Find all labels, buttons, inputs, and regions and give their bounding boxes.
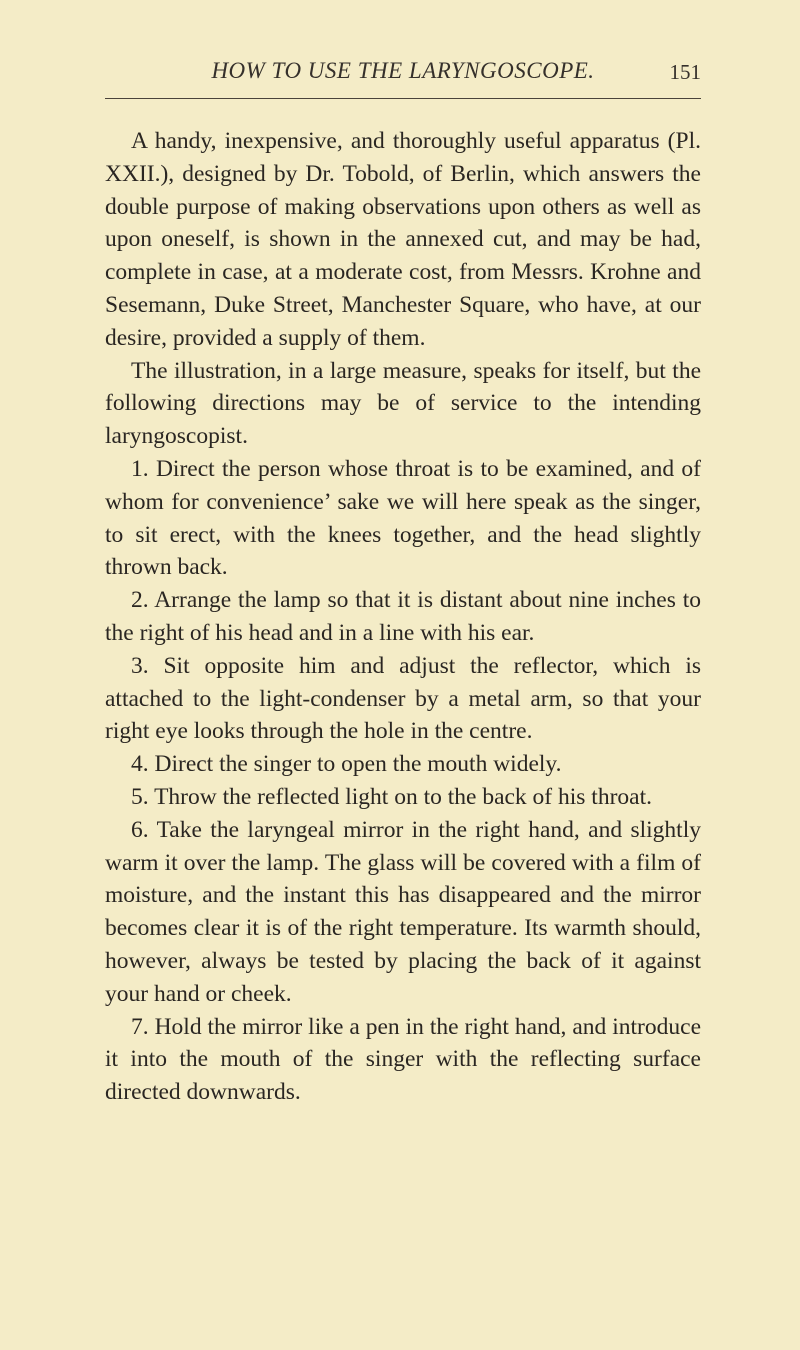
paragraph-step-1: 1. Direct the person whose throat is to be examined, and of whom for convenience’ sake we will here speak as the singer, to sit erect, with the knees together, and the head slightly thrown back.	[105, 455, 701, 581]
page-number: 151	[669, 60, 701, 84]
running-head	[105, 58, 701, 92]
paragraph-step-7: 7. Hold the mirror like a pen in the right hand, and introduce it into the mouth of the singer with the reflecting surface directed downwards.	[105, 1013, 701, 1106]
header-rule	[105, 98, 701, 99]
body-text	[105, 125, 701, 1109]
running-title: HOW TO USE THE LARYNGOSCOPE.	[211, 58, 595, 83]
paragraph-step-4: 4. Direct the singer to open the mouth widely.	[131, 751, 562, 778]
paragraph-step-3: 3. Sit opposite him and adjust the reflector, which is attached to the light-condenser by a metal arm, so that your right eye looks through the hole in the centre.	[105, 652, 701, 745]
paragraph-step-5: 5. Throw the reflected light on to the back of his throat.	[131, 783, 652, 810]
paragraph-intro: A handy, inexpensive, and thoroughly useful apparatus (Pl. XXII.), designed by Dr. Tobold, of Berlin, which answers the double purpose of making observations upon others as well as upon oneself, is shown in the annexed cut, and may be had, complete in case, at a moderate cost, from Messrs. Krohne and Sesemann, Duke Street, Manchester Square, who have, at our desire, provided a supply of them.	[105, 128, 701, 351]
paragraph-step-2: 2. Arrange the lamp so that it is distant about nine inches to the right of his head and in a line with his ear.	[105, 587, 701, 646]
paragraph-step-6: 6. Take the laryngeal mirror in the right hand, and slightly warm it over the lamp. The glass will be covered with a film of moisture, and the instant this has disappeared and the mirror becomes clear it is of the right temperature. Its warmth should, however, always be tested by placing the back of it against your hand or cheek.	[105, 816, 701, 1007]
paragraph-illustration: The illustration, in a large measure, speaks for itself, but the following directions may be of service to the intending laryngoscopist.	[105, 357, 701, 450]
